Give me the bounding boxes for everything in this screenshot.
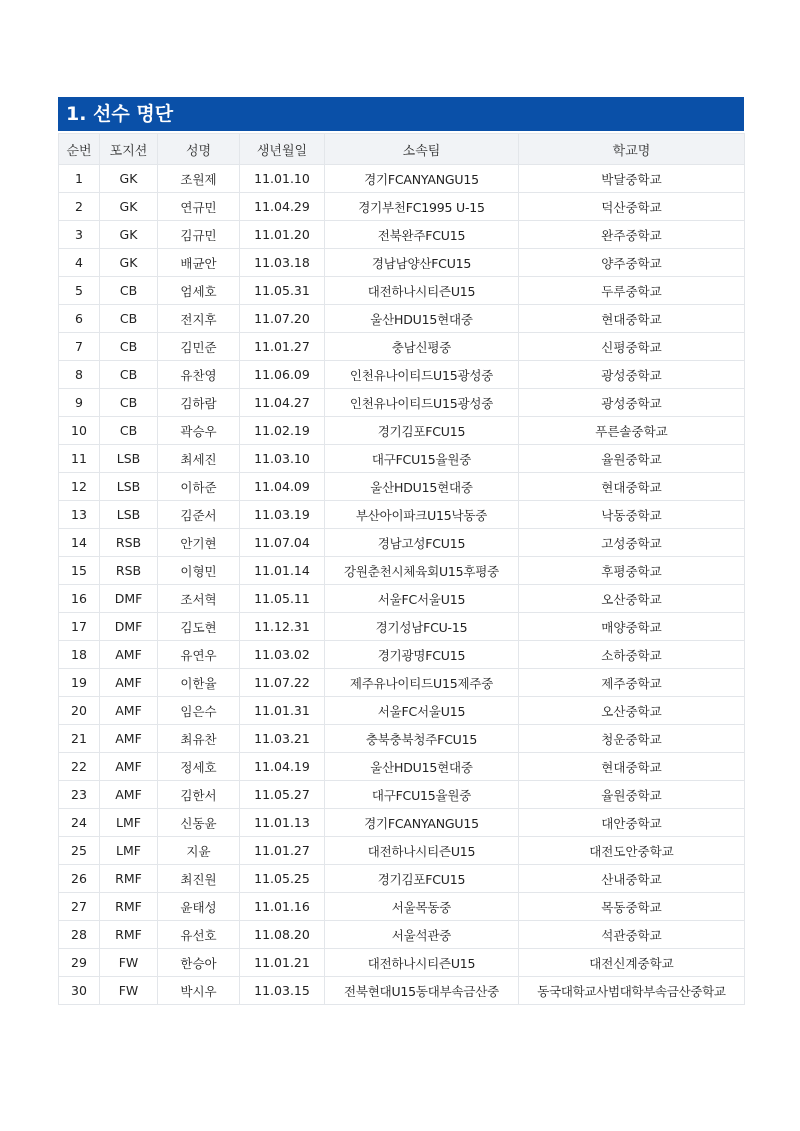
cell-birthdate: 11.01.31 — [240, 697, 325, 725]
cell-name: 김민준 — [158, 333, 240, 361]
cell-team: 전북현대U15동대부속금산중 — [325, 977, 519, 1005]
cell-team: 서울석관중 — [325, 921, 519, 949]
cell-position: LSB — [100, 501, 158, 529]
cell-team: 경기FCANYANGU15 — [325, 165, 519, 193]
cell-school: 현대중학교 — [519, 753, 745, 781]
cell-position: LMF — [100, 837, 158, 865]
cell-position: CB — [100, 333, 158, 361]
cell-name: 김도현 — [158, 613, 240, 641]
table-row — [59, 165, 745, 193]
cell-name: 김한서 — [158, 781, 240, 809]
table-row — [59, 193, 745, 221]
cell-name: 정세호 — [158, 753, 240, 781]
cell-team: 울산HDU15현대중 — [325, 305, 519, 333]
cell-number: 14 — [59, 529, 100, 557]
cell-school: 박달중학교 — [519, 165, 745, 193]
table-row — [59, 305, 745, 333]
table-row — [59, 389, 745, 417]
cell-team: 경기광명FCU15 — [325, 641, 519, 669]
cell-school: 현대중학교 — [519, 305, 745, 333]
cell-school: 고성중학교 — [519, 529, 745, 557]
cell-number: 21 — [59, 725, 100, 753]
cell-position: RSB — [100, 529, 158, 557]
cell-position: FW — [100, 977, 158, 1005]
cell-birthdate: 11.04.09 — [240, 473, 325, 501]
cell-school: 청운중학교 — [519, 725, 745, 753]
cell-birthdate: 11.01.14 — [240, 557, 325, 585]
table-row — [59, 277, 745, 305]
cell-birthdate: 11.05.27 — [240, 781, 325, 809]
table-row — [59, 585, 745, 613]
cell-number: 8 — [59, 361, 100, 389]
cell-name: 이형민 — [158, 557, 240, 585]
cell-position: RSB — [100, 557, 158, 585]
cell-number: 27 — [59, 893, 100, 921]
cell-position: CB — [100, 305, 158, 333]
table-row — [59, 249, 745, 277]
cell-name: 조서혁 — [158, 585, 240, 613]
cell-number: 30 — [59, 977, 100, 1005]
header-birthdate: 생년월일 — [240, 134, 325, 165]
cell-team: 경남고성FCU15 — [325, 529, 519, 557]
cell-number: 10 — [59, 417, 100, 445]
cell-number: 6 — [59, 305, 100, 333]
cell-position: RMF — [100, 921, 158, 949]
table-row — [59, 837, 745, 865]
cell-position: CB — [100, 361, 158, 389]
cell-name: 조원제 — [158, 165, 240, 193]
table-row — [59, 865, 745, 893]
cell-name: 배균안 — [158, 249, 240, 277]
cell-team: 강원춘천시체육회U15후평중 — [325, 557, 519, 585]
cell-birthdate: 11.03.02 — [240, 641, 325, 669]
cell-number: 5 — [59, 277, 100, 305]
cell-team: 울산HDU15현대중 — [325, 753, 519, 781]
cell-team: 대전하나시티즌U15 — [325, 277, 519, 305]
cell-school: 덕산중학교 — [519, 193, 745, 221]
cell-birthdate: 11.01.27 — [240, 837, 325, 865]
table-row — [59, 221, 745, 249]
cell-position: DMF — [100, 613, 158, 641]
cell-birthdate: 11.03.15 — [240, 977, 325, 1005]
cell-birthdate: 11.01.20 — [240, 221, 325, 249]
cell-school: 푸른솔중학교 — [519, 417, 745, 445]
cell-birthdate: 11.04.19 — [240, 753, 325, 781]
cell-position: FW — [100, 949, 158, 977]
table-row — [59, 613, 745, 641]
table-row — [59, 333, 745, 361]
cell-team: 서울FC서울U15 — [325, 585, 519, 613]
cell-position: AMF — [100, 753, 158, 781]
cell-birthdate: 11.04.27 — [240, 389, 325, 417]
cell-school: 신평중학교 — [519, 333, 745, 361]
cell-team: 서울목동중 — [325, 893, 519, 921]
cell-birthdate: 11.02.19 — [240, 417, 325, 445]
cell-number: 19 — [59, 669, 100, 697]
cell-team: 대전하나시티즌U15 — [325, 837, 519, 865]
cell-number: 29 — [59, 949, 100, 977]
cell-birthdate: 11.06.09 — [240, 361, 325, 389]
cell-team: 전북완주FCU15 — [325, 221, 519, 249]
cell-birthdate: 11.05.25 — [240, 865, 325, 893]
cell-birthdate: 11.03.21 — [240, 725, 325, 753]
cell-name: 김규민 — [158, 221, 240, 249]
cell-school: 대전도안중학교 — [519, 837, 745, 865]
cell-birthdate: 11.01.10 — [240, 165, 325, 193]
cell-team: 대전하나시티즌U15 — [325, 949, 519, 977]
cell-number: 22 — [59, 753, 100, 781]
cell-birthdate: 11.12.31 — [240, 613, 325, 641]
cell-birthdate: 11.08.20 — [240, 921, 325, 949]
cell-school: 후평중학교 — [519, 557, 745, 585]
table-row — [59, 753, 745, 781]
cell-team: 인천유나이티드U15광성중 — [325, 389, 519, 417]
cell-school: 광성중학교 — [519, 389, 745, 417]
cell-number: 13 — [59, 501, 100, 529]
cell-number: 24 — [59, 809, 100, 837]
cell-team: 대구FCU15율원중 — [325, 781, 519, 809]
cell-position: RMF — [100, 893, 158, 921]
cell-number: 12 — [59, 473, 100, 501]
table-row — [59, 641, 745, 669]
cell-position: GK — [100, 249, 158, 277]
cell-birthdate: 11.05.31 — [240, 277, 325, 305]
table-row — [59, 361, 745, 389]
table-row — [59, 697, 745, 725]
cell-birthdate: 11.03.10 — [240, 445, 325, 473]
cell-number: 26 — [59, 865, 100, 893]
table-row — [59, 445, 745, 473]
cell-number: 3 — [59, 221, 100, 249]
header-name: 성명 — [158, 134, 240, 165]
cell-school: 동국대학교사범대학부속금산중학교 — [519, 977, 745, 1005]
cell-birthdate: 11.07.22 — [240, 669, 325, 697]
cell-birthdate: 11.04.29 — [240, 193, 325, 221]
cell-team: 경기성남FCU-15 — [325, 613, 519, 641]
header-row — [59, 134, 745, 165]
cell-name: 유연우 — [158, 641, 240, 669]
cell-birthdate: 11.07.04 — [240, 529, 325, 557]
cell-number: 1 — [59, 165, 100, 193]
cell-birthdate: 11.01.21 — [240, 949, 325, 977]
cell-number: 28 — [59, 921, 100, 949]
cell-number: 25 — [59, 837, 100, 865]
header-number: 순번 — [59, 134, 100, 165]
cell-birthdate: 11.01.16 — [240, 893, 325, 921]
cell-team: 경기부천FC1995 U-15 — [325, 193, 519, 221]
cell-team: 서울FC서울U15 — [325, 697, 519, 725]
cell-position: RMF — [100, 865, 158, 893]
cell-position: CB — [100, 389, 158, 417]
cell-name: 신동윤 — [158, 809, 240, 837]
cell-number: 7 — [59, 333, 100, 361]
table-row — [59, 501, 745, 529]
cell-school: 현대중학교 — [519, 473, 745, 501]
cell-birthdate: 11.01.27 — [240, 333, 325, 361]
cell-number: 20 — [59, 697, 100, 725]
cell-name: 지윤 — [158, 837, 240, 865]
table-row — [59, 529, 745, 557]
cell-position: GK — [100, 165, 158, 193]
cell-position: GK — [100, 193, 158, 221]
cell-school: 두루중학교 — [519, 277, 745, 305]
cell-name: 최유찬 — [158, 725, 240, 753]
cell-school: 오산중학교 — [519, 697, 745, 725]
cell-school: 낙동중학교 — [519, 501, 745, 529]
cell-school: 광성중학교 — [519, 361, 745, 389]
table-body — [59, 165, 745, 1005]
cell-name: 이한율 — [158, 669, 240, 697]
cell-school: 목동중학교 — [519, 893, 745, 921]
table-row — [59, 893, 745, 921]
cell-name: 임은수 — [158, 697, 240, 725]
cell-number: 2 — [59, 193, 100, 221]
cell-school: 완주중학교 — [519, 221, 745, 249]
cell-position: LSB — [100, 445, 158, 473]
cell-name: 유찬영 — [158, 361, 240, 389]
cell-name: 최세진 — [158, 445, 240, 473]
table-row — [59, 417, 745, 445]
table-row — [59, 949, 745, 977]
cell-name: 안기현 — [158, 529, 240, 557]
cell-team: 부산아이파크U15낙동중 — [325, 501, 519, 529]
cell-number: 17 — [59, 613, 100, 641]
table-row — [59, 557, 745, 585]
cell-team: 인천유나이티드U15광성중 — [325, 361, 519, 389]
cell-name: 곽승우 — [158, 417, 240, 445]
cell-number: 23 — [59, 781, 100, 809]
table-row — [59, 977, 745, 1005]
cell-position: LMF — [100, 809, 158, 837]
cell-team: 울산HDU15현대중 — [325, 473, 519, 501]
cell-school: 대전신계중학교 — [519, 949, 745, 977]
header-position: 포지션 — [100, 134, 158, 165]
cell-school: 석관중학교 — [519, 921, 745, 949]
cell-name: 이하준 — [158, 473, 240, 501]
cell-school: 대안중학교 — [519, 809, 745, 837]
cell-school: 양주중학교 — [519, 249, 745, 277]
cell-name: 윤태성 — [158, 893, 240, 921]
cell-school: 오산중학교 — [519, 585, 745, 613]
cell-number: 11 — [59, 445, 100, 473]
cell-birthdate: 11.03.19 — [240, 501, 325, 529]
cell-position: AMF — [100, 725, 158, 753]
cell-number: 9 — [59, 389, 100, 417]
cell-name: 최진원 — [158, 865, 240, 893]
cell-team: 경남남양산FCU15 — [325, 249, 519, 277]
cell-position: AMF — [100, 781, 158, 809]
cell-birthdate: 11.07.20 — [240, 305, 325, 333]
table-header — [59, 134, 745, 165]
cell-school: 소하중학교 — [519, 641, 745, 669]
table-row — [59, 669, 745, 697]
cell-name: 박시우 — [158, 977, 240, 1005]
table-row — [59, 473, 745, 501]
cell-name: 전지후 — [158, 305, 240, 333]
cell-number: 4 — [59, 249, 100, 277]
cell-school: 산내중학교 — [519, 865, 745, 893]
cell-birthdate: 11.05.11 — [240, 585, 325, 613]
cell-team: 충남신평중 — [325, 333, 519, 361]
cell-school: 율원중학교 — [519, 781, 745, 809]
cell-team: 충북충북청주FCU15 — [325, 725, 519, 753]
cell-name: 김준서 — [158, 501, 240, 529]
cell-team: 경기FCANYANGU15 — [325, 809, 519, 837]
cell-birthdate: 11.03.18 — [240, 249, 325, 277]
cell-position: AMF — [100, 697, 158, 725]
header-team: 소속팀 — [325, 134, 519, 165]
cell-team: 경기김포FCU15 — [325, 417, 519, 445]
section-title: 1. 선수 명단 — [58, 97, 744, 131]
player-roster-table — [58, 133, 745, 1005]
cell-name: 한승아 — [158, 949, 240, 977]
table-row — [59, 781, 745, 809]
cell-number: 18 — [59, 641, 100, 669]
table-row — [59, 725, 745, 753]
cell-team: 대구FCU15율원중 — [325, 445, 519, 473]
cell-name: 엄세호 — [158, 277, 240, 305]
cell-school: 제주중학교 — [519, 669, 745, 697]
cell-number: 15 — [59, 557, 100, 585]
cell-name: 유선호 — [158, 921, 240, 949]
cell-position: AMF — [100, 669, 158, 697]
cell-position: AMF — [100, 641, 158, 669]
cell-name: 김하람 — [158, 389, 240, 417]
cell-position: CB — [100, 417, 158, 445]
cell-name: 연규민 — [158, 193, 240, 221]
cell-school: 율원중학교 — [519, 445, 745, 473]
cell-position: GK — [100, 221, 158, 249]
table-row — [59, 809, 745, 837]
cell-team: 경기김포FCU15 — [325, 865, 519, 893]
cell-position: DMF — [100, 585, 158, 613]
cell-team: 제주유나이티드U15제주중 — [325, 669, 519, 697]
table-row — [59, 921, 745, 949]
header-school: 학교명 — [519, 134, 745, 165]
cell-school: 매양중학교 — [519, 613, 745, 641]
cell-birthdate: 11.01.13 — [240, 809, 325, 837]
cell-position: LSB — [100, 473, 158, 501]
cell-number: 16 — [59, 585, 100, 613]
cell-position: CB — [100, 277, 158, 305]
